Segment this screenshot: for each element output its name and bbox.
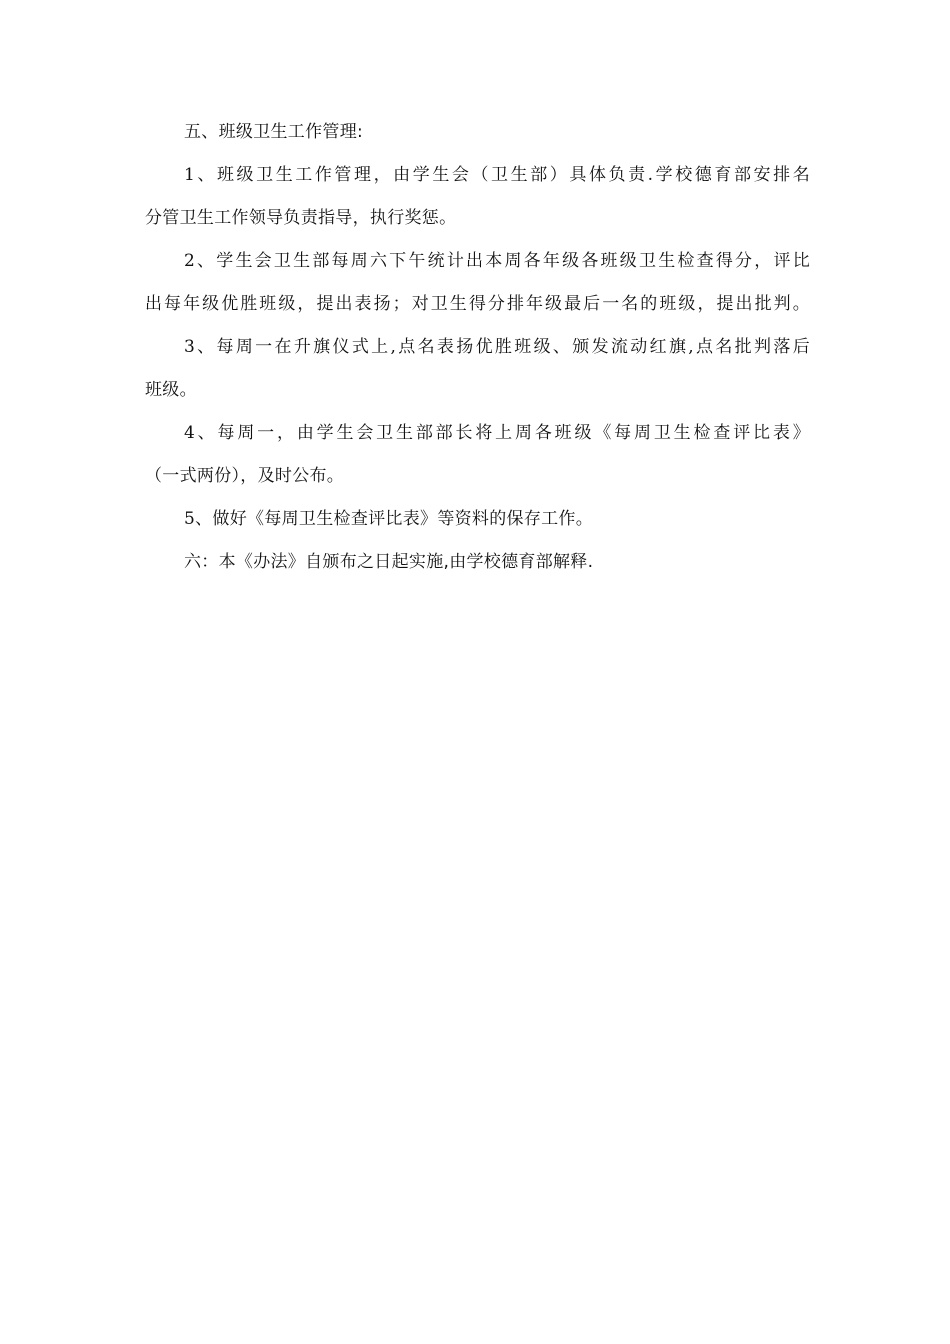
- item-2-line-1: 2、学生会卫生部每周六下午统计出本周各年级各班级卫生检查得分，评比: [184, 251, 810, 271]
- item-1-line-1: 1、班级卫生工作管理，由学生会（卫生部）具体负责.学校德育部安排名: [184, 165, 810, 185]
- item-3-line-1: 3、每周一在升旗仪式上,点名表扬优胜班级、颁发流动红旗,点名批判落后: [184, 337, 810, 357]
- item-4-line-1: 4、每周一，由学生会卫生部部长将上周各班级《每周卫生检查评比表》: [184, 423, 810, 443]
- item-1-line-2: 分管卫生工作领导负责指导，执行奖惩。: [145, 208, 457, 228]
- item-5-line-1: 5、做好《每周卫生检查评比表》等资料的保存工作。: [184, 509, 594, 529]
- item-2-line-2: 出每年级优胜班级，提出表扬；对卫生得分排年级最后一名的班级，提出批判。: [145, 294, 810, 314]
- section-6-heading: 六：本《办法》自颁布之日起实施,由学校德育部解释.: [184, 552, 594, 572]
- item-4-line-2: （一式两份），及时公布。: [145, 466, 345, 486]
- document-body: [145, 122, 810, 573]
- section-5-heading: 五、班级卫生工作管理:: [184, 122, 364, 142]
- item-3-line-2: 班级。: [145, 380, 197, 400]
